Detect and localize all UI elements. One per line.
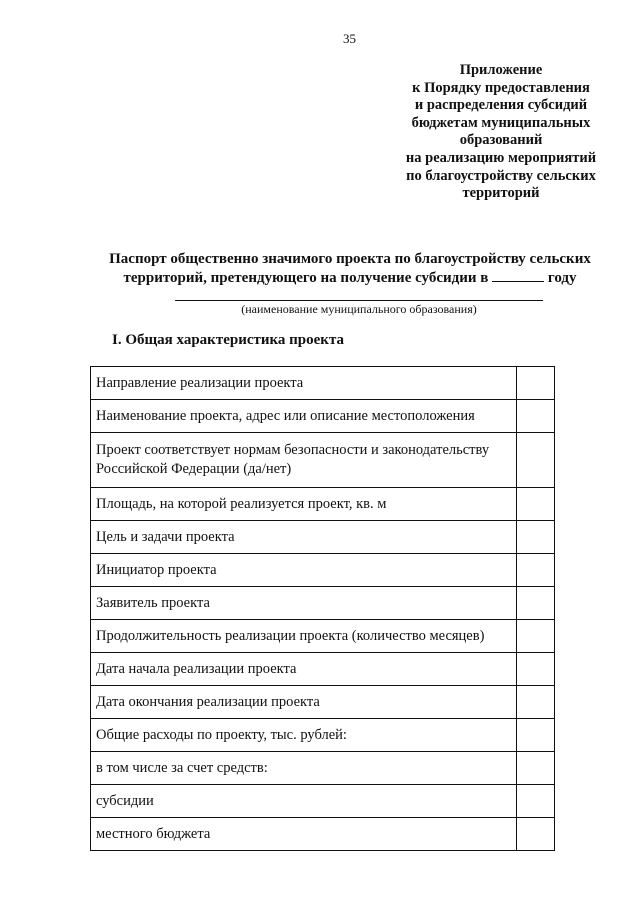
table-row [91, 752, 555, 785]
row-label: Наименование проекта, адрес или описание местоположения [91, 400, 517, 433]
table-row [91, 554, 555, 587]
annex-line: к Порядку предоставления [412, 79, 590, 96]
table-row [91, 818, 555, 851]
table-row [91, 587, 555, 620]
row-value [517, 587, 555, 620]
row-label: Дата начала реализации проекта [91, 653, 517, 686]
annex-line: Приложение [459, 62, 543, 78]
row-value [517, 686, 555, 719]
row-label: Площадь, на которой реализуется проект, кв. м [91, 488, 517, 521]
row-label: Заявитель проекта [91, 587, 517, 620]
document-title [100, 250, 600, 288]
annex-line: образований [459, 132, 543, 149]
annex-line: бюджетам муниципальных [411, 114, 591, 131]
annex-line: на реализацию мероприятий [405, 149, 597, 166]
row-label: Общие расходы по проекту, тыс. рублей: [91, 719, 517, 752]
row-value [517, 653, 555, 686]
row-value [517, 367, 555, 400]
row-label: в том числе за счет средств: [91, 752, 517, 785]
title-line-2-start: территорий, претендующего на получение субсидии в [123, 270, 489, 286]
row-label: Дата окончания реализации проекта [91, 686, 517, 719]
annex-line: по благоустройству сельских [406, 167, 596, 184]
row-value [517, 521, 555, 554]
annex-header [390, 62, 612, 203]
row-label: Направление реализации проекта [91, 367, 517, 400]
row-value [517, 785, 555, 818]
row-value [517, 620, 555, 653]
municipality-blank-line [175, 300, 543, 301]
section-heading: I. Общая характеристика проекта [112, 332, 345, 348]
row-label: субсидии [91, 785, 517, 818]
table-row [91, 433, 555, 488]
table-row [91, 400, 555, 433]
table-row [91, 367, 555, 400]
table-row [91, 653, 555, 686]
title-line-2-end: году [547, 270, 577, 286]
row-label: Проект соответствует нормам безопасности и законодательству Российской Федерации (да/нет) [91, 433, 517, 488]
title-line-2 [100, 269, 600, 288]
row-label: Продолжительность реализации проекта (количество месяцев) [91, 620, 517, 653]
row-value [517, 554, 555, 587]
project-characteristics-table [90, 366, 555, 851]
year-blank [492, 269, 544, 282]
table-row [91, 719, 555, 752]
table-row [91, 521, 555, 554]
row-value [517, 488, 555, 521]
municipality-caption: (наименование муниципального образования) [241, 302, 477, 316]
row-value [517, 433, 555, 488]
row-value [517, 818, 555, 851]
table-row [91, 620, 555, 653]
row-label: Цель и задачи проекта [91, 521, 517, 554]
annex-line: территорий [462, 185, 540, 202]
table-row [91, 488, 555, 521]
title-line-1: Паспорт общественно значимого проекта по благоустройству сельских [109, 251, 591, 267]
row-value [517, 752, 555, 785]
table-row [91, 686, 555, 719]
page-number: 35 [343, 31, 356, 46]
row-value [517, 400, 555, 433]
row-value [517, 719, 555, 752]
row-label: Инициатор проекта [91, 554, 517, 587]
annex-line: и распределения субсидий [414, 97, 588, 114]
row-label: местного бюджета [91, 818, 517, 851]
table-row [91, 785, 555, 818]
